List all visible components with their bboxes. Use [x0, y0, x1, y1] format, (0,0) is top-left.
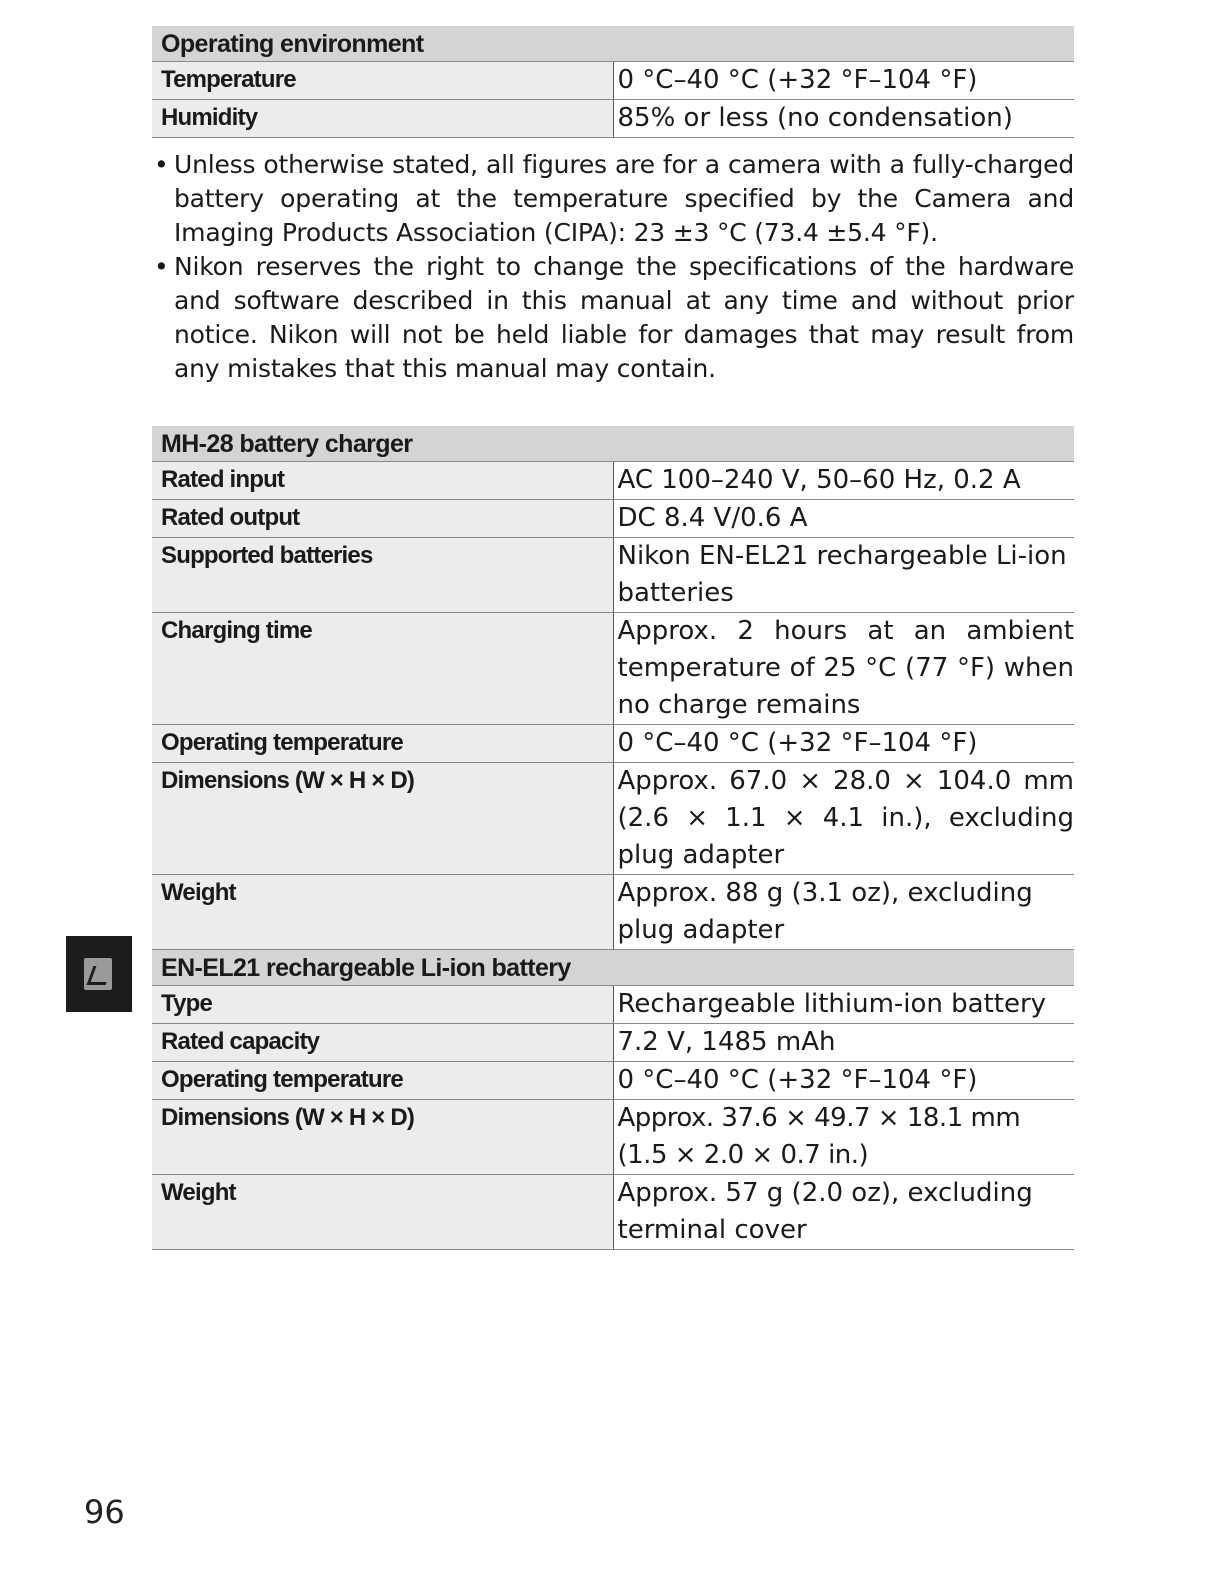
table-row: [152, 500, 1074, 538]
spec-label: Rated output: [152, 500, 613, 538]
spec-label: Weight: [152, 1175, 613, 1250]
spec-value: Approx. 57 g (2.0 oz), excluding terminal cover: [613, 1175, 1074, 1250]
spec-value: 7.2 V, 1485 mAh: [613, 1024, 1074, 1062]
spec-label: Operating temperature: [152, 1062, 613, 1100]
spec-value: 85% or less (no condensation): [613, 100, 1074, 138]
table-title: MH-28 battery charger: [152, 426, 1074, 462]
page-number: 96: [84, 1493, 125, 1531]
table-row: [152, 763, 1074, 875]
spec-label: Charging time: [152, 613, 613, 725]
spec-value: Rechargeable lithium-ion battery: [613, 986, 1074, 1024]
spec-value: 0 °C–40 °C (+32 °F–104 °F): [613, 62, 1074, 100]
table-row: [152, 1024, 1074, 1062]
spec-value: 0 °C–40 °C (+32 °F–104 °F): [613, 1062, 1074, 1100]
spec-value: Approx. 67.0 × 28.0 × 104.0 mm (2.6 × 1.1 × 4.1 in.), excluding plug adapter: [613, 763, 1074, 875]
spec-label: Operating temperature: [152, 725, 613, 763]
table-row: [152, 100, 1074, 138]
spec-value: Nikon EN-EL21 rechargeable Li-ion batteries: [613, 538, 1074, 613]
spec-value: DC 8.4 V/0.6 A: [613, 500, 1074, 538]
spec-label: Dimensions (W × H × D): [152, 763, 613, 875]
table-row: [152, 538, 1074, 613]
spec-label: Rated input: [152, 462, 613, 500]
spec-label: Humidity: [152, 100, 613, 138]
table-row: [152, 986, 1074, 1024]
spec-value: Approx. 88 g (3.1 oz), excluding plug adapter: [613, 875, 1074, 950]
list-item: • Nikon reserves the right to change the specifications of the hardware and software described in this manual at any time and without prior notice. Nikon will not be held liable for damages that may result from any mistakes that this manual may contain.: [152, 250, 1074, 386]
spec-value: Approx. 37.6 × 49.7 × 18.1 mm (1.5 × 2.0 × 0.7 in.): [613, 1100, 1074, 1175]
table-title: EN-EL21 rechargeable Li-ion battery: [152, 950, 1074, 986]
list-item: • Unless otherwise stated, all figures are for a camera with a fully-charged battery operating at the temperature specified by the Camera and Imaging Products Association (CIPA): 23 ±3 °C (73.4 ±5.4 °F).: [152, 148, 1074, 250]
charger-table: [152, 426, 1074, 1250]
table-row: [152, 62, 1074, 100]
table-row: [152, 875, 1074, 950]
spec-label: Type: [152, 986, 613, 1024]
spec-label: Weight: [152, 875, 613, 950]
spec-label: Rated capacity: [152, 1024, 613, 1062]
table-row: [152, 613, 1074, 725]
table-row: [152, 725, 1074, 763]
table-row: [152, 462, 1074, 500]
spec-label: Supported batteries: [152, 538, 613, 613]
table-title: Operating environment: [152, 26, 1074, 62]
operating-environment-table: [152, 26, 1074, 138]
table-row: [152, 1100, 1074, 1175]
table-row: [152, 1062, 1074, 1100]
notes-list: [152, 148, 1074, 386]
spec-value: Approx. 2 hours at an ambient temperature of 25 °C (77 °F) when no charge remains: [613, 613, 1074, 725]
spec-label: Temperature: [152, 62, 613, 100]
spec-value: 0 °C–40 °C (+32 °F–104 °F): [613, 725, 1074, 763]
spec-label: Dimensions (W × H × D): [152, 1100, 613, 1175]
spec-value: AC 100–240 V, 50–60 Hz, 0.2 A: [613, 462, 1074, 500]
table-row: [152, 1175, 1074, 1250]
notes-section-icon: [84, 958, 112, 990]
notes-section-tab: [66, 936, 132, 1012]
